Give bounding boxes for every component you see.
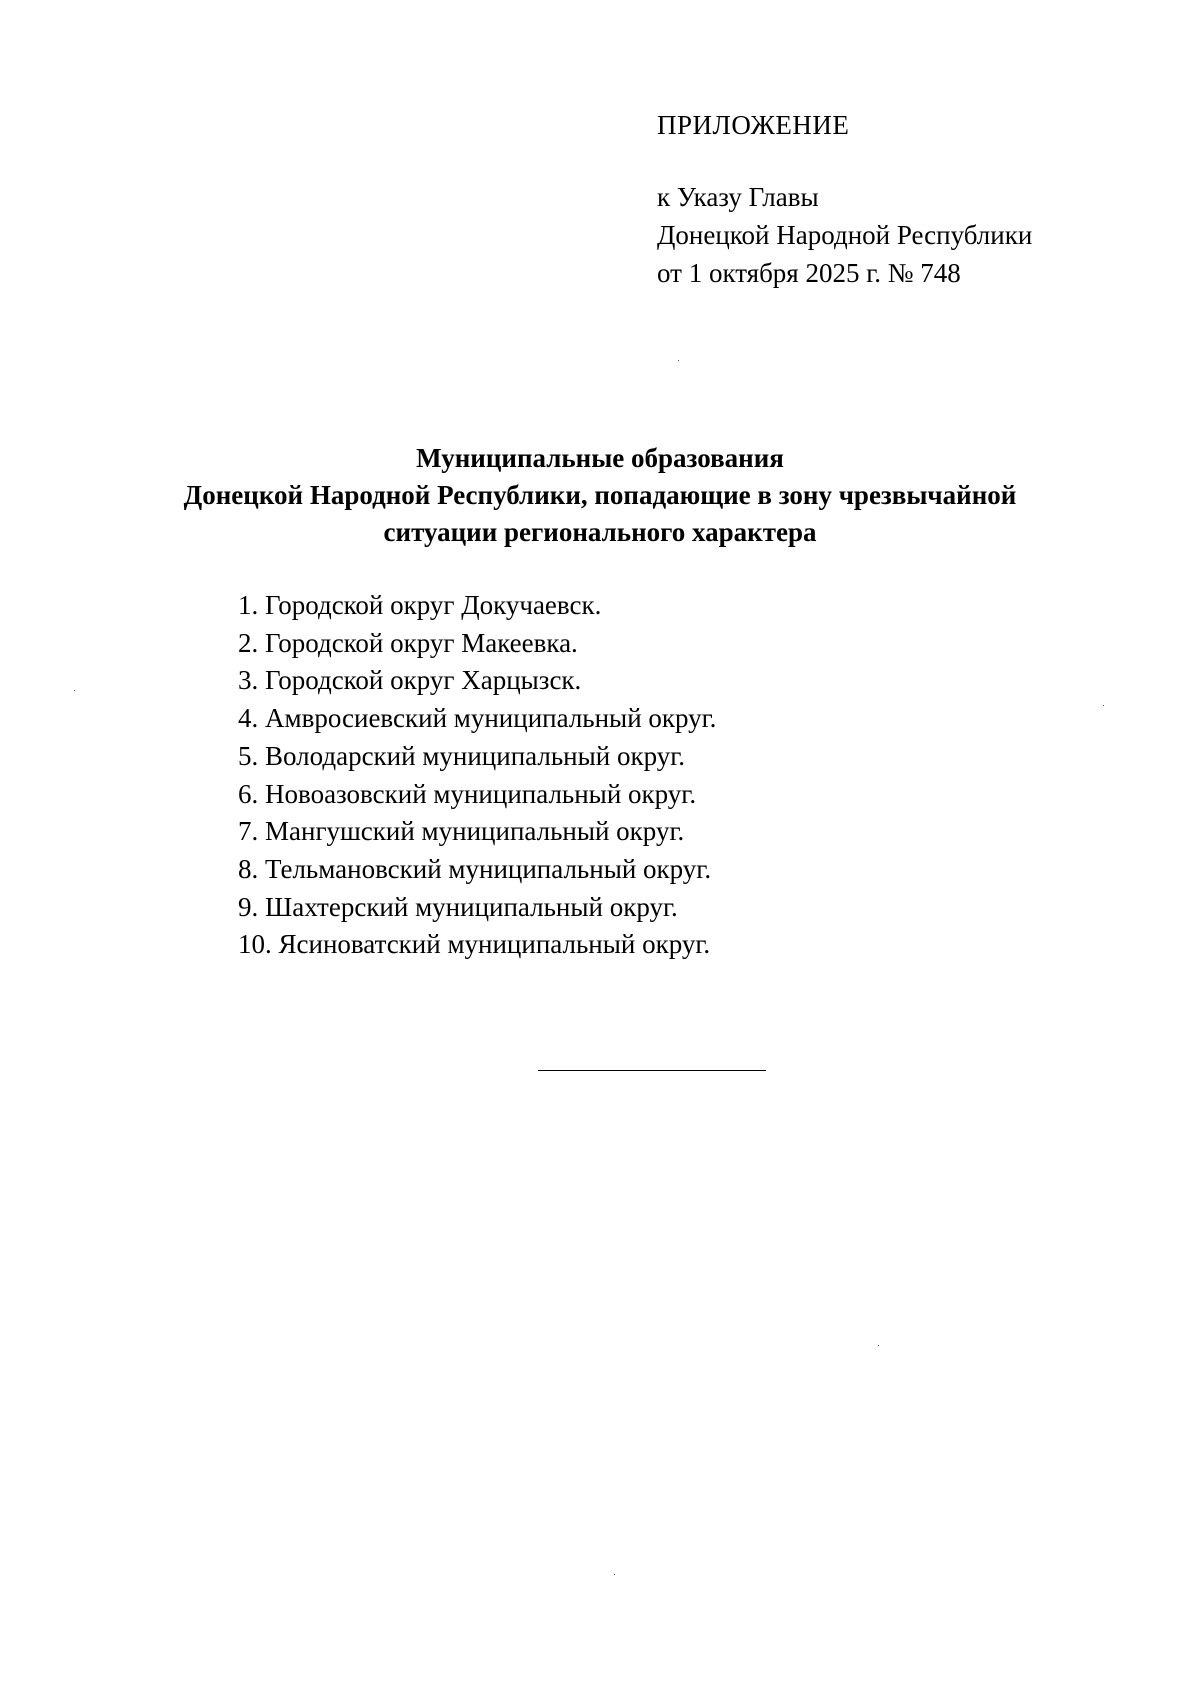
document-title bbox=[100, 440, 1100, 551]
scan-speck bbox=[678, 360, 679, 361]
list-item: 3. Городской округ Харцызск. bbox=[238, 665, 582, 696]
scan-speck bbox=[878, 1345, 879, 1346]
list-item: 2. Городской округ Макеевка. bbox=[238, 627, 578, 658]
appendix-block bbox=[657, 106, 1032, 292]
list-item: 4. Амвросиевский муниципальный округ. bbox=[238, 703, 717, 734]
document-title-line-1: Муниципальные образования bbox=[416, 443, 784, 473]
list-item: 10. Ясиноватский муниципальный округ. bbox=[238, 929, 711, 960]
municipality-list bbox=[238, 587, 716, 964]
appendix-line-decree: к Указу Главы bbox=[657, 182, 819, 212]
appendix-line-republic: Донецкой Народной Республики bbox=[657, 220, 1033, 250]
document-title-line-2: Донецкой Народной Республики, попадающие в зону чрезвычайной bbox=[183, 480, 1017, 510]
scan-speck bbox=[614, 1574, 615, 1575]
document-title-line-3: ситуации регионального характера bbox=[383, 517, 817, 547]
end-divider bbox=[538, 1070, 766, 1071]
scan-speck bbox=[1103, 705, 1104, 706]
list-item: 6. Новоазовский муниципальный округ. bbox=[238, 778, 697, 809]
appendix-heading: ПРИЛОЖЕНИЕ bbox=[657, 110, 850, 140]
list-item: 9. Шахтерский муниципальный округ. bbox=[238, 891, 678, 922]
list-item: 8. Тельмановский муниципальный округ. bbox=[238, 853, 712, 884]
list-item: 7. Мангушский муниципальный округ. bbox=[238, 816, 685, 847]
list-item: 1. Городской округ Докучаевск. bbox=[238, 590, 602, 620]
list-item: 5. Володарский муниципальный округ. bbox=[238, 740, 685, 771]
appendix-line-date-number: от 1 октября 2025 г. № 748 bbox=[657, 258, 961, 288]
scan-speck bbox=[74, 690, 75, 691]
